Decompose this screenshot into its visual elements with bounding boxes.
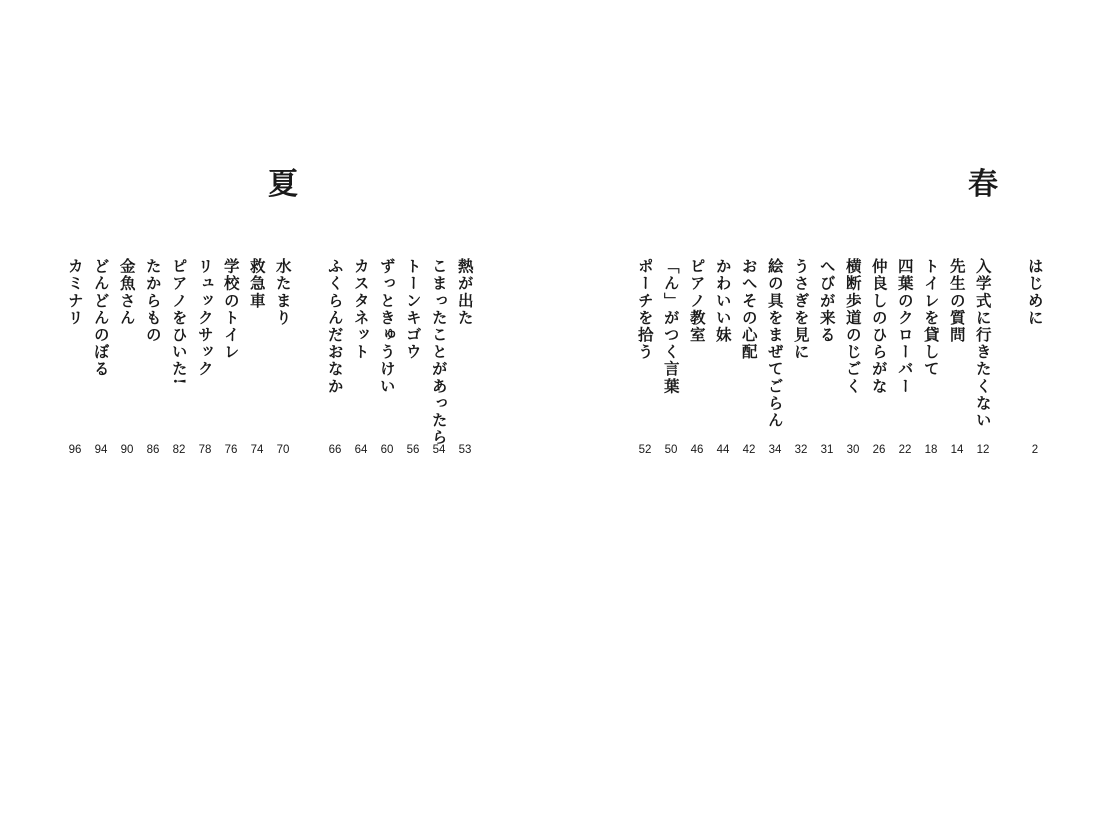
toc-entry[interactable] [658, 258, 684, 456]
toc-entry-page: 12 [976, 444, 990, 456]
toc-entry-page: 46 [690, 444, 704, 456]
toc-entry-title: ふくらんだおなか [325, 258, 345, 395]
toc-entry[interactable] [632, 258, 658, 456]
toc-entry-page: 26 [872, 444, 886, 456]
toc-entry-page: 2 [1031, 444, 1039, 456]
toc-entry[interactable] [892, 258, 918, 456]
toc-entry-title: 水たまり [273, 258, 293, 327]
toc-entry-page: 32 [794, 444, 808, 456]
toc-entry-title: カスタネット [351, 258, 371, 361]
toc-entry[interactable] [944, 258, 970, 456]
toc-entry-title: カミナリ [65, 258, 85, 327]
toc-entry-page: 18 [924, 444, 938, 456]
toc-entry[interactable] [918, 258, 944, 456]
section-title-spring: 春 [968, 167, 998, 202]
toc-entry[interactable] [710, 258, 736, 456]
toc-entry-page: 56 [406, 444, 420, 456]
toc-entry[interactable] [736, 258, 762, 456]
toc-entry[interactable] [114, 258, 140, 456]
toc-entry[interactable] [88, 258, 114, 456]
toc-entry-title: かわいい妹 [713, 258, 733, 344]
toc-entry-page: 42 [742, 444, 756, 456]
toc-entry-page: 50 [664, 444, 678, 456]
toc-entry-title: 金魚さん [117, 258, 137, 327]
toc-entry-page: 96 [68, 444, 82, 456]
toc-entry-title: 仲良しのひらがな [869, 258, 889, 395]
toc-entry[interactable] [970, 258, 996, 456]
toc-entry-title: 救急車 [247, 258, 267, 310]
toc-entry-title: ピアノ教室 [687, 258, 707, 344]
toc-entry-title: ピアノをひいた! [169, 258, 189, 387]
toc-entry-page: 52 [638, 444, 652, 456]
toc-entry-title: 先生の質問 [947, 258, 967, 344]
toc-entry[interactable] [140, 258, 166, 456]
toc-entry[interactable] [348, 258, 374, 456]
toc-entry[interactable] [452, 258, 478, 456]
toc-entry-title: 横断歩道のじごく [843, 258, 863, 395]
toc-entry-page: 30 [846, 444, 860, 456]
toc-entry-page: 76 [224, 444, 238, 456]
toc-entry-title: 絵の具をまぜてごらん [765, 258, 785, 429]
toc-entry[interactable] [814, 258, 840, 456]
toc-entry-page: 60 [380, 444, 394, 456]
toc-entry-title: リュックサック [195, 258, 215, 378]
toc-entry[interactable] [866, 258, 892, 456]
toc-entry[interactable] [322, 258, 348, 456]
toc-entry-page: 66 [328, 444, 342, 456]
toc-entry-page: 54 [432, 444, 446, 456]
toc-entry-title: トーンキゴウ [403, 258, 423, 361]
toc-entry[interactable] [840, 258, 866, 456]
toc-entry-title: うさぎを見に [791, 258, 811, 361]
toc-entry-page: 44 [716, 444, 730, 456]
toc-entry-page: 70 [276, 444, 290, 456]
toc-entry-page: 64 [354, 444, 368, 456]
section-title-summer: 夏 [268, 167, 298, 202]
toc-entry-title: はじめに [1025, 258, 1045, 327]
toc-entry[interactable] [400, 258, 426, 456]
toc-entry[interactable] [374, 258, 400, 456]
toc-entry-page: 86 [146, 444, 160, 456]
toc-entry[interactable] [192, 258, 218, 456]
toc-entry-page: 78 [198, 444, 212, 456]
toc-entry[interactable] [762, 258, 788, 456]
toc-entry-page: 14 [950, 444, 964, 456]
toc-entry[interactable] [788, 258, 814, 456]
toc-entry-title: へびが来る [817, 258, 837, 344]
toc-entry-page: 82 [172, 444, 186, 456]
toc-entry-title: 四葉のクローバー [895, 258, 915, 395]
toc-entry-page: 53 [458, 444, 472, 456]
toc-entry[interactable] [1022, 258, 1048, 456]
toc-entry-title: どんどんのぼる [91, 258, 111, 378]
toc-entry-title: 「ん」がつく言葉 [661, 258, 681, 395]
toc-entry[interactable] [218, 258, 244, 456]
toc-entry-page: 94 [94, 444, 108, 456]
toc-entry-title: トイレを貸して [921, 258, 941, 378]
toc-entry[interactable] [244, 258, 270, 456]
toc-entry[interactable] [270, 258, 296, 456]
toc-entry-title: おへその心配 [739, 258, 759, 361]
toc-entry[interactable] [426, 258, 452, 456]
toc-entry[interactable] [166, 258, 192, 456]
toc-entry-page: 31 [820, 444, 834, 456]
toc-entry-title: 熱が出た [455, 258, 475, 327]
toc-entry-title: たからもの [143, 258, 163, 344]
toc-entry[interactable] [684, 258, 710, 456]
toc-entry-page: 90 [120, 444, 134, 456]
toc-entry[interactable] [62, 258, 88, 456]
toc-entry-page: 74 [250, 444, 264, 456]
toc-entry-title: 入学式に行きたくない [973, 258, 993, 429]
toc-entry-title: ポーチを拾う [635, 258, 655, 361]
toc-entry-title: こまったことがあったら [429, 258, 449, 447]
toc-entry-title: ずっときゅうけい [377, 258, 397, 395]
toc-entry-page: 34 [768, 444, 782, 456]
toc-entry-page: 22 [898, 444, 912, 456]
toc-entry-title: 学校のトイレ [221, 258, 241, 361]
